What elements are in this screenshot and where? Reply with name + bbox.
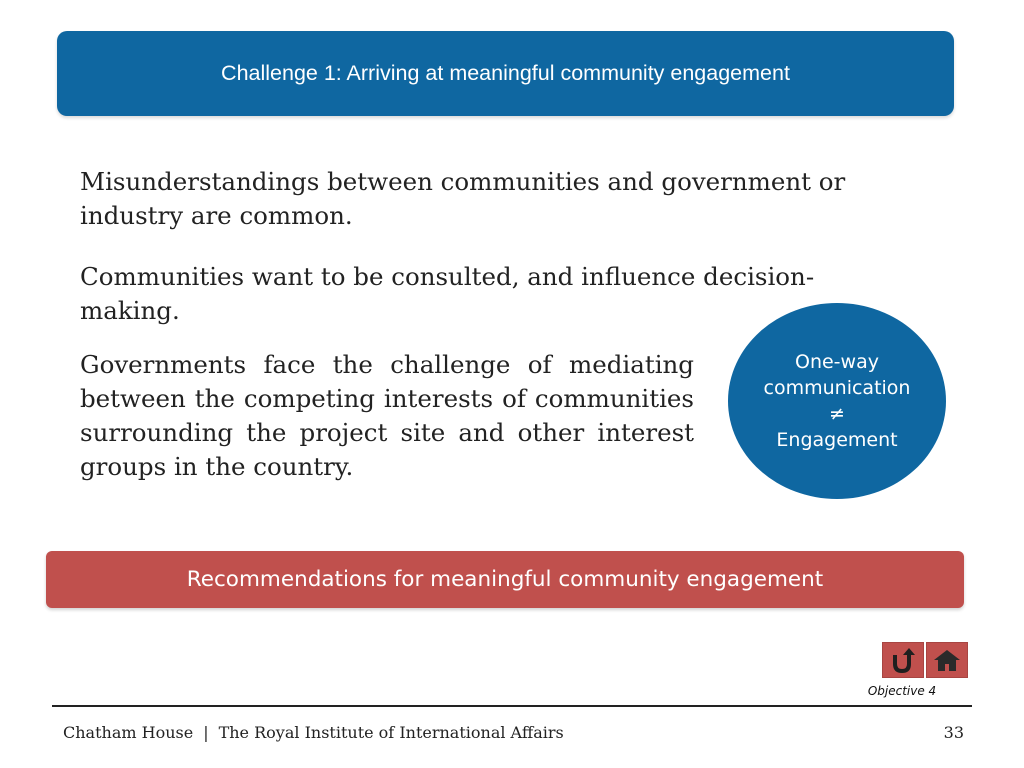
return-button[interactable] <box>882 642 924 678</box>
footer-institute: The Royal Institute of International Affairs <box>218 723 564 742</box>
footer-separator: | <box>203 723 209 742</box>
paragraph-misunderstandings: Misunderstandings between communities and government or industry are common. <box>80 167 846 230</box>
footer-org: Chatham House <box>63 723 194 742</box>
objective-label: Objective 4 <box>867 684 937 698</box>
callout-line-communication: communication <box>763 377 911 399</box>
page-number: 33 <box>943 723 964 742</box>
footer-divider <box>52 705 972 707</box>
slide-title: Challenge 1: Arriving at meaningful community engagement <box>221 61 790 85</box>
paragraph-governments: Governments face the challenge of mediating between the competing interests of communities surrounding the project site and other interest groups in the country. <box>80 350 694 481</box>
home-button[interactable] <box>926 642 968 678</box>
footer-attribution <box>63 723 564 742</box>
recommendations-button[interactable] <box>46 551 964 608</box>
return-arrow-icon <box>888 646 918 674</box>
paragraph-consulted: Communities want to be consulted, and influence decision-making. <box>80 262 815 325</box>
callout-line-engagement: Engagement <box>776 429 898 451</box>
callout-line-one-way: One-way <box>795 351 879 373</box>
home-icon <box>932 646 962 674</box>
recommendations-label: Recommendations for meaningful community engagement <box>186 567 824 592</box>
callout-circle <box>728 303 946 499</box>
title-banner <box>57 31 954 116</box>
callout-not-equal-symbol: ≠ <box>829 403 845 425</box>
